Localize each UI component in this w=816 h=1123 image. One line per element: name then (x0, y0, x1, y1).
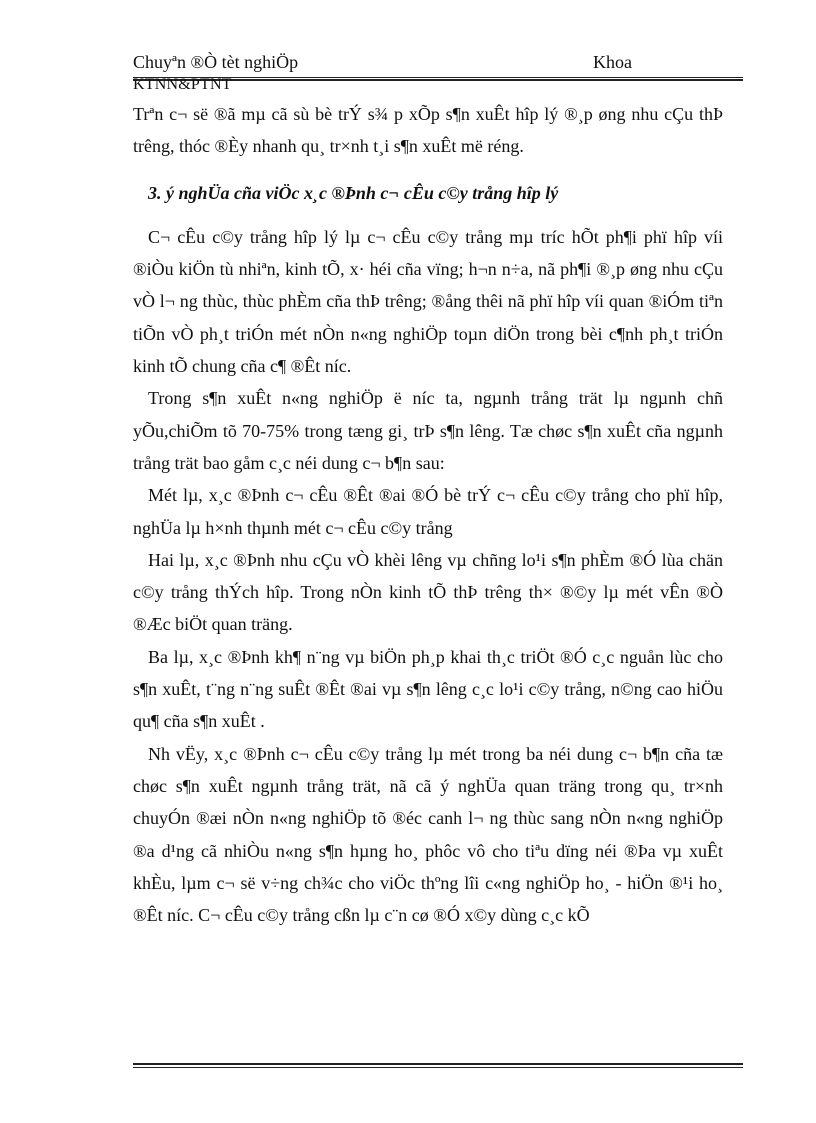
paragraph: Mét lµ, x¸c ®Þnh c¬ cÊu ®Êt ®ai ®Ó bè trÝ c¬ cÊu c©y trång cho phï hîp, nghÜa lµ h×nh thµnh mét c¬ cÊu c©y trång (133, 485, 723, 538)
section-heading: 3. ý nghÜa cña viÖc x¸c ®Þnh c¬ cÊu c©y trång hîp lý (148, 182, 559, 203)
footer-rule-thick (133, 1063, 743, 1065)
header-department-code: KTNN&PTNT (133, 76, 232, 93)
document-body (133, 98, 723, 931)
footer-rule (133, 1067, 743, 1068)
header-department: Khoa (593, 52, 632, 72)
paragraph: Hai lµ, x¸c ®Þnh nhu cÇu vÒ khèi lêng vµ chñng lo¹i s¶n phÈm ®Ó lùa chän c©y trång thÝch hîp. Trong nÒn kinh tÕ thÞ trêng th× ®©y lµ mét vÊn ®Ò ®Æc biÖt quan träng. (133, 549, 723, 635)
paragraph: Nh vËy, x¸c ®Þnh c¬ cÊu c©y trång lµ mét trong ba néi dung c¬ b¶n cña tæ chøc s¶n xuÊt ngµnh trång trät, nã cã ý nghÜa quan träng trong qu¸ tr×nh chuyÓn ®æi nÒn n«ng nghiÖp tõ ®éc canh l¬ ng thùc sang nÒn n«ng nghiÖp ®a d¹ng cã nhiÒu n«ng s¶n hµng ho¸ phôc vô cho tiªu dïng néi ®Þa vµ xuÊt khÈu, lµm c¬ së v÷ng ch¾c cho viÖc thºng lîi c«ng nghiÖp ho¸ - hiÖn ®¹i ho¸ ®Êt níc. C¬ cÊu c©y trång cßn lµ c¨n cø ®Ó x©y dùng c¸c kÕ (133, 743, 723, 926)
paragraph: C¬ cÊu c©y trång hîp lý lµ c¬ cÊu c©y trång mµ tríc hÕt ph¶i phï hîp víi ®iÒu kiÖn tù nhiªn, kinh tÕ, x· héi cña vïng; h¬n n÷a, nã ph¶i ®¸p øng nhu cÇu vÒ l¬ ng thùc, thùc phÈm cña thÞ trêng; ®ång thêi nã phï hîp víi quan ®iÓm tiªn tiÕn vÒ ph¸t triÓn mét nÒn n«ng nghiÖp toµn diÖn trong bèi c¶nh ph¸t triÓn kinh tÕ chung cña c¶ ®Êt níc. (133, 226, 723, 377)
paragraph: Ba lµ, x¸c ®Þnh kh¶ n¨ng vµ biÖn ph¸p khai th¸c triÖt ®Ó c¸c nguån lùc cho s¶n xuÊt, t¨ng n¨ng suÊt ®Êt ®ai vµ s¶n lêng c¸c lo¹i c©y trång, n©ng cao hiÖu qu¶ cña s¶n xuÊt . (133, 646, 723, 732)
paragraph-intro: Trªn c¬ së ®ã mµ cã sù bè trÝ s¾ p xÕp s¶n xuÊt hîp lý ®¸p øng nhu cÇu thÞ trêng, thóc ®Èy nhanh qu¸ tr×nh t¸i s¶n xuÊt më réng. (133, 104, 723, 157)
header-title: Chuyªn ®Ò tèt nghiÖp (133, 52, 299, 72)
paragraph: Trong s¶n xuÊt n«ng nghiÖp ë níc ta, ngµnh trång trät lµ ngµnh chñ yÕu,chiÕm tõ 70-75% trong tæng gi¸ trÞ s¶n lêng. Tæ chøc s¶n xuÊt cña ngµnh trång trät bao gåm c¸c néi dung c¬ b¶n sau: (133, 388, 723, 473)
